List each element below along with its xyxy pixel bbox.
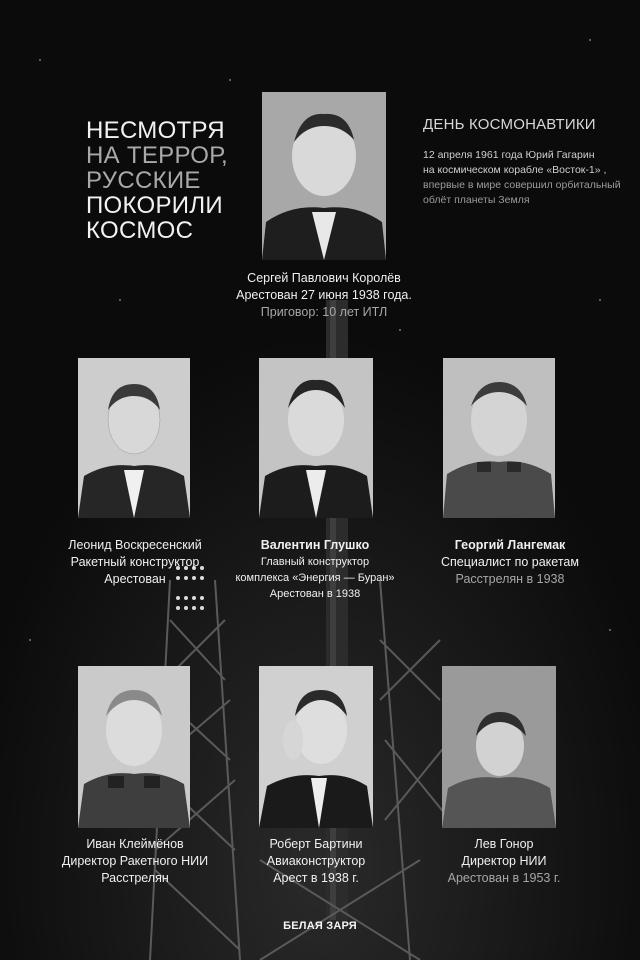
headline-line: НЕСМОТРЯ — [86, 117, 225, 144]
langemak-caption — [412, 537, 608, 588]
person-name: Леонид Воскресенский — [68, 538, 202, 552]
day-text-line: впервые в мире совершил орбитальный — [423, 179, 621, 191]
glushko-caption — [220, 537, 410, 602]
person-name: Валентин Глушко — [260, 538, 370, 552]
person-role: Специалист по ракетам — [441, 555, 579, 569]
person-name: Иван Клеймёнов — [86, 837, 184, 851]
kleymenov-caption — [30, 836, 240, 887]
person-role: Директор НИИ — [461, 854, 547, 868]
person-status: Арест в 1938 г. — [273, 871, 359, 885]
glushko-portrait — [259, 358, 373, 518]
gonor-portrait — [442, 666, 556, 828]
korolev-caption — [222, 270, 426, 321]
bartini-caption — [216, 836, 416, 887]
langemak-portrait — [443, 358, 555, 518]
cosmonautics-day-title: ДЕНЬ КОСМОНАВТИКИ — [423, 116, 596, 133]
person-name: Лев Гонор — [474, 837, 534, 851]
day-text-line: 12 апреля 1961 года Юрий Гагарин — [423, 149, 595, 161]
person-status: Арестован в 1938 — [269, 588, 361, 600]
person-status: Арестован в 1953 г. — [447, 871, 561, 885]
person-status: Расстрелян в 1938 — [455, 572, 565, 586]
headline — [86, 118, 228, 243]
headline-line: НА ТЕРРОР, — [86, 142, 228, 169]
person-role: Главный конструктор — [260, 556, 370, 568]
bartini-portrait — [259, 666, 373, 828]
person-role: Директор Ракетного НИИ — [61, 854, 209, 868]
person-name: Роберт Бартини — [269, 837, 363, 851]
person-status: Арестован 27 июня 1938 года. — [236, 288, 412, 302]
brand-label: БЕЛАЯ ЗАРЯ — [283, 920, 357, 932]
headline-line: ПОКОРИЛИ — [86, 192, 223, 219]
person-role: Авиаконструктор — [266, 854, 366, 868]
person-name: Сергей Павлович Королёв — [247, 271, 401, 285]
person-status: Арестован — [104, 572, 166, 586]
person-role-detail: комплекса «Энергия — Буран» — [235, 572, 395, 584]
day-text-line: облёт планеты Земля — [423, 194, 530, 206]
person-sentence: Приговор: 10 лет ИТЛ — [260, 305, 388, 319]
person-name: Георгий Лангемак — [454, 538, 566, 552]
person-role: Ракетный конструктор — [70, 555, 200, 569]
gonor-caption — [404, 836, 604, 887]
headline-line: КОСМОС — [86, 217, 194, 244]
korolev-portrait — [262, 92, 386, 260]
cosmonautics-day-text — [423, 148, 633, 208]
day-text-line: на космическом корабле «Восток-1» , — [423, 164, 607, 176]
headline-line: РУССКИЕ — [86, 167, 201, 194]
voskresensky-portrait — [78, 358, 190, 518]
voskresensky-caption — [30, 537, 240, 588]
kleymenov-portrait — [78, 666, 190, 828]
person-status: Расстрелян — [101, 871, 169, 885]
